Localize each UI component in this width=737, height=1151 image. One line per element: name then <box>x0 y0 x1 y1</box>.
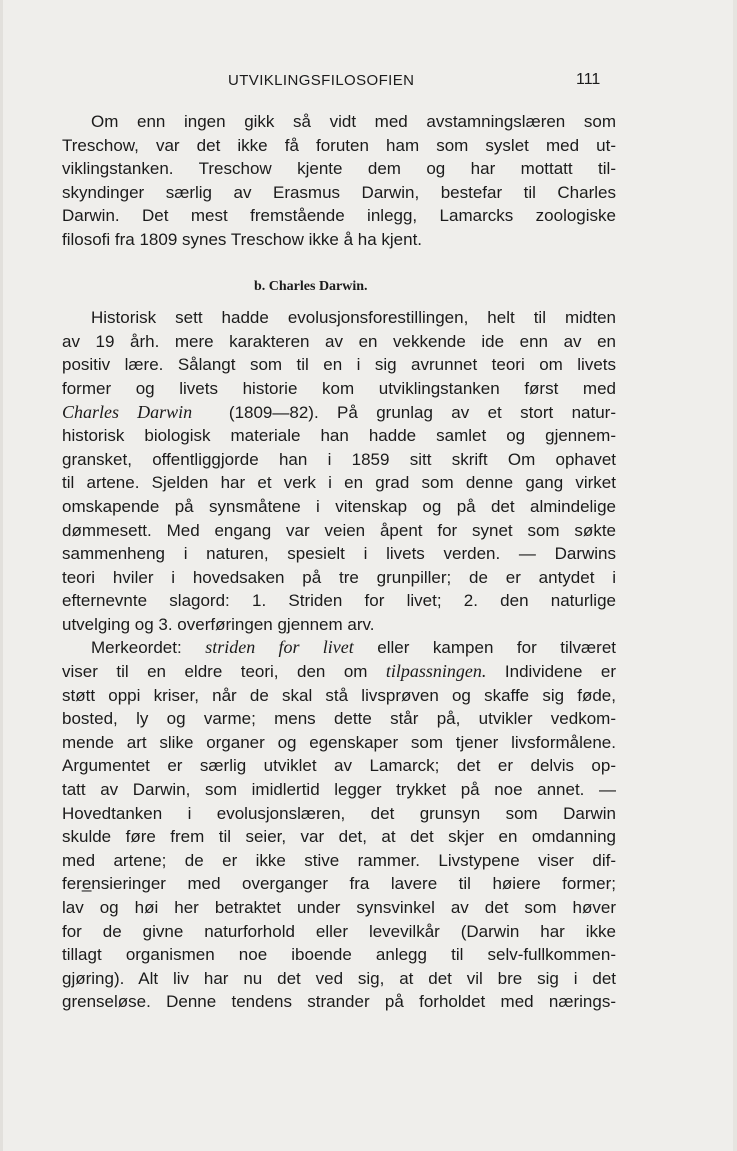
page-number: 111 <box>576 71 601 88</box>
text-line-with-emphasis <box>62 636 616 660</box>
paragraph-2 <box>62 306 616 636</box>
text-line: utvelging og 3. overføringen gjennem arv. <box>62 614 375 634</box>
text-line: positiv lære. Sålangt som til en i sig avrunnet teori om livets <box>62 355 616 375</box>
text-line: for de givne naturforhold eller levevilkår (Darwin har ikke <box>62 921 616 941</box>
paragraph-3 <box>62 636 616 1014</box>
text-line: skulde føre frem til seier, var det, at det skjer en omdanning <box>62 827 616 847</box>
text-line: tillagt organismen noe iboende anlegg til selv-fullkommen- <box>62 945 616 965</box>
text-line: bosted, ly og varme; mens dette står på, utvikler vedkom- <box>62 709 616 729</box>
text-line: grenseløse. Denne tendens strander på forholdet med nærings- <box>62 992 616 1012</box>
text-line: Hovedtanken i evolusjonslæren, det grunsyn som Darwin <box>62 803 616 823</box>
text-span: Individene er <box>504 662 616 682</box>
text-line: omskapende på synsmåtene i vitenskap og på det almindelige <box>62 496 616 516</box>
text-line: Om enn ingen gikk så vidt med avstamningslæren som <box>91 112 616 131</box>
text-span: Merkeordet: <box>91 638 182 658</box>
person-name-italic: Charles Darwin <box>62 401 193 422</box>
text-line: til artene. Sjelden har et verk i en grad som denne gang virket <box>62 473 616 493</box>
text-line: Darwin. Det mest fremstående inlegg, Lamarcks zoologiske <box>62 206 616 226</box>
page-header <box>0 70 737 94</box>
text-line: med artene; de er ikke stive rammer. Livstypene viser dif- <box>62 850 616 870</box>
text-line: former og livets historie kom utviklingstanken først med <box>62 378 616 398</box>
text-span: (1809—82). På grunlag av et stort natur- <box>228 402 616 422</box>
text-line: viklingstanken. Treschow kjente dem og har mottatt til- <box>62 159 616 179</box>
text-line: sammenheng i naturen, spesielt i livets verden. — Darwins <box>62 544 616 564</box>
paragraph-1 <box>62 110 616 252</box>
text-line: Historisk sett hadde evolusjonsforestillingen, helt til midten <box>91 308 616 328</box>
text-line: Argumentet er særlig utviklet av Lamarck; det er delvis op- <box>62 756 616 776</box>
text-line: gjøring). Alt liv har nu det ved sig, at det vil bre sig i det <box>62 968 616 988</box>
text-line-with-emphasis <box>62 660 616 684</box>
text-line: filosofi fra 1809 synes Treschow ikke å ha kjent. <box>62 229 423 249</box>
text-span: viser til en eldre teori, den om <box>62 662 368 682</box>
text-line: skyndinger særlig av Erasmus Darwin, bestefar til Charles <box>62 182 616 202</box>
section-heading: b. Charles Darwin. <box>254 278 368 294</box>
text-line: mende art slike organer og egenskaper som tjener livsformålene. <box>62 732 616 752</box>
text-line: efternevnte slagord: 1. Striden for livet; 2. den naturlige <box>62 591 616 611</box>
text-line: teori hviler i hovedsaken på tre grunpiller; de er antydet i <box>62 567 616 587</box>
body-text <box>62 110 616 1014</box>
emphasis-italic: striden for livet <box>205 637 354 658</box>
text-line: gransket, offentliggjorde han i 1859 sitt skrift Om ophavet <box>62 449 616 469</box>
emphasis-italic: tilpassningen. <box>385 661 487 682</box>
text-span: eller kampen for tilværet <box>377 638 616 658</box>
running-title: UTVIKLINGSFILOSOFIEN <box>228 72 415 89</box>
text-line: historisk biologisk materiale han hadde samlet og gjennem- <box>62 426 616 446</box>
text-line: støtt oppi kriser, når de skal stå livsprøven og skaffe sig føde, <box>62 685 616 705</box>
text-line: tatt av Darwin, som imidlertid legger trykket på noe annet. — <box>62 780 616 800</box>
text-line: fere̲nsieringer med overganger fra lavere til høiere former; <box>62 874 616 894</box>
text-line: lav og høi her betraktet under synsvinkel av det som høver <box>62 898 616 917</box>
text-line: dømmesett. Med engang var veien åpent for synet som søkte <box>62 520 616 540</box>
text-line: Treschow, var det ikke få foruten ham som syslet med ut- <box>62 135 616 155</box>
text-line-with-name <box>62 401 616 425</box>
text-line: av 19 årh. mere karakteren av en vekkende ide enn av en <box>62 331 616 351</box>
